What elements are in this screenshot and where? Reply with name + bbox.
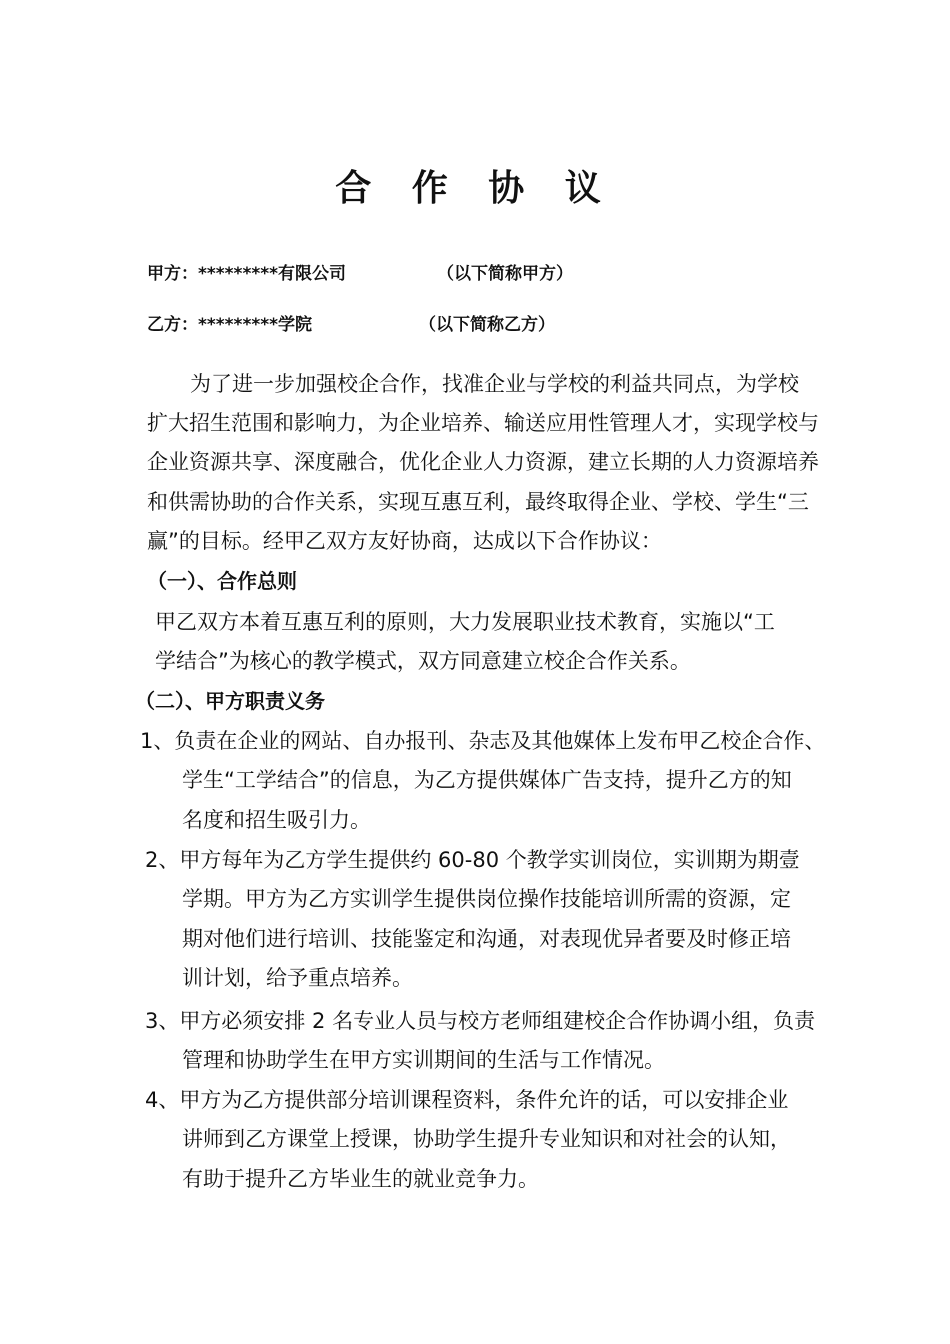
item4-line: 4、甲方为乙方提供部分培训课程资料，条件允许的话，可以安排企业 [145, 1088, 789, 1112]
item2-line: 期对他们进行培训、技能鉴定和沟通，对表现优异者要及时修正培 [182, 927, 791, 951]
section2-heading: （二）、甲方职责义务 [135, 689, 325, 713]
section1-heading: （一）、合作总则 [147, 569, 297, 593]
party-b-label: 乙方：*********学院 [147, 315, 313, 335]
item2-line: 2、甲方每年为乙方学生提供约 60-80 个教学实训岗位，实训期为期壹 [145, 848, 800, 872]
item4-line: 讲师到乙方课堂上授课，协助学生提升专业知识和对社会的认知， [182, 1127, 791, 1151]
item2-line: 学期。甲方为乙方实训学生提供岗位操作技能培训所需的资源，定 [182, 887, 791, 911]
party-a-line [147, 261, 573, 287]
preamble-line: 为了进一步加强校企合作，找准企业与学校的利益共同点，为学校 [190, 372, 799, 396]
party-a-note: （以下简称甲方） [437, 264, 573, 284]
party-a-label: 甲方：*********有限公司 [147, 264, 347, 284]
party-b-line [147, 312, 555, 338]
preamble-line: 赢”的目标。经甲乙双方友好协商，达成以下合作协议： [147, 529, 662, 553]
document-title: 合 作 协 议 [335, 168, 615, 209]
item4-line: 有助于提升乙方毕业生的就业竞争力。 [182, 1167, 539, 1191]
item1-line: 1、负责在企业的网站、自办报刊、杂志及其他媒体上发布甲乙校企合作、 [140, 729, 826, 753]
party-b-note: （以下简称乙方） [419, 315, 555, 335]
preamble-line: 扩大招生范围和影响力，为企业培养、输送应用性管理人才，实现学校与 [147, 411, 819, 435]
item1-line: 学生“工学结合”的信息，为乙方提供媒体广告支持，提升乙方的知 [182, 768, 792, 792]
preamble-line: 企业资源共享、深度融合，优化企业人力资源，建立长期的人力资源培养 [147, 450, 819, 474]
item1-line: 名度和招生吸引力。 [182, 808, 371, 832]
item3-line: 管理和协助学生在甲方实训期间的生活与工作情况。 [182, 1048, 665, 1072]
item2-line: 训计划，给予重点培养。 [182, 966, 413, 990]
section1-line: 学结合”为核心的教学模式，双方同意建立校企合作关系。 [155, 649, 691, 673]
item3-line: 3、甲方必须安排 2 名专业人员与校方老师组建校企合作协调小组，负责 [145, 1009, 816, 1033]
preamble-line: 和供需协助的合作关系，实现互惠互利，最终取得企业、学校、学生“三 [147, 490, 809, 514]
section1-line: 甲乙双方本着互惠互利的原则，大力发展职业技术教育，实施以“工 [155, 610, 775, 634]
